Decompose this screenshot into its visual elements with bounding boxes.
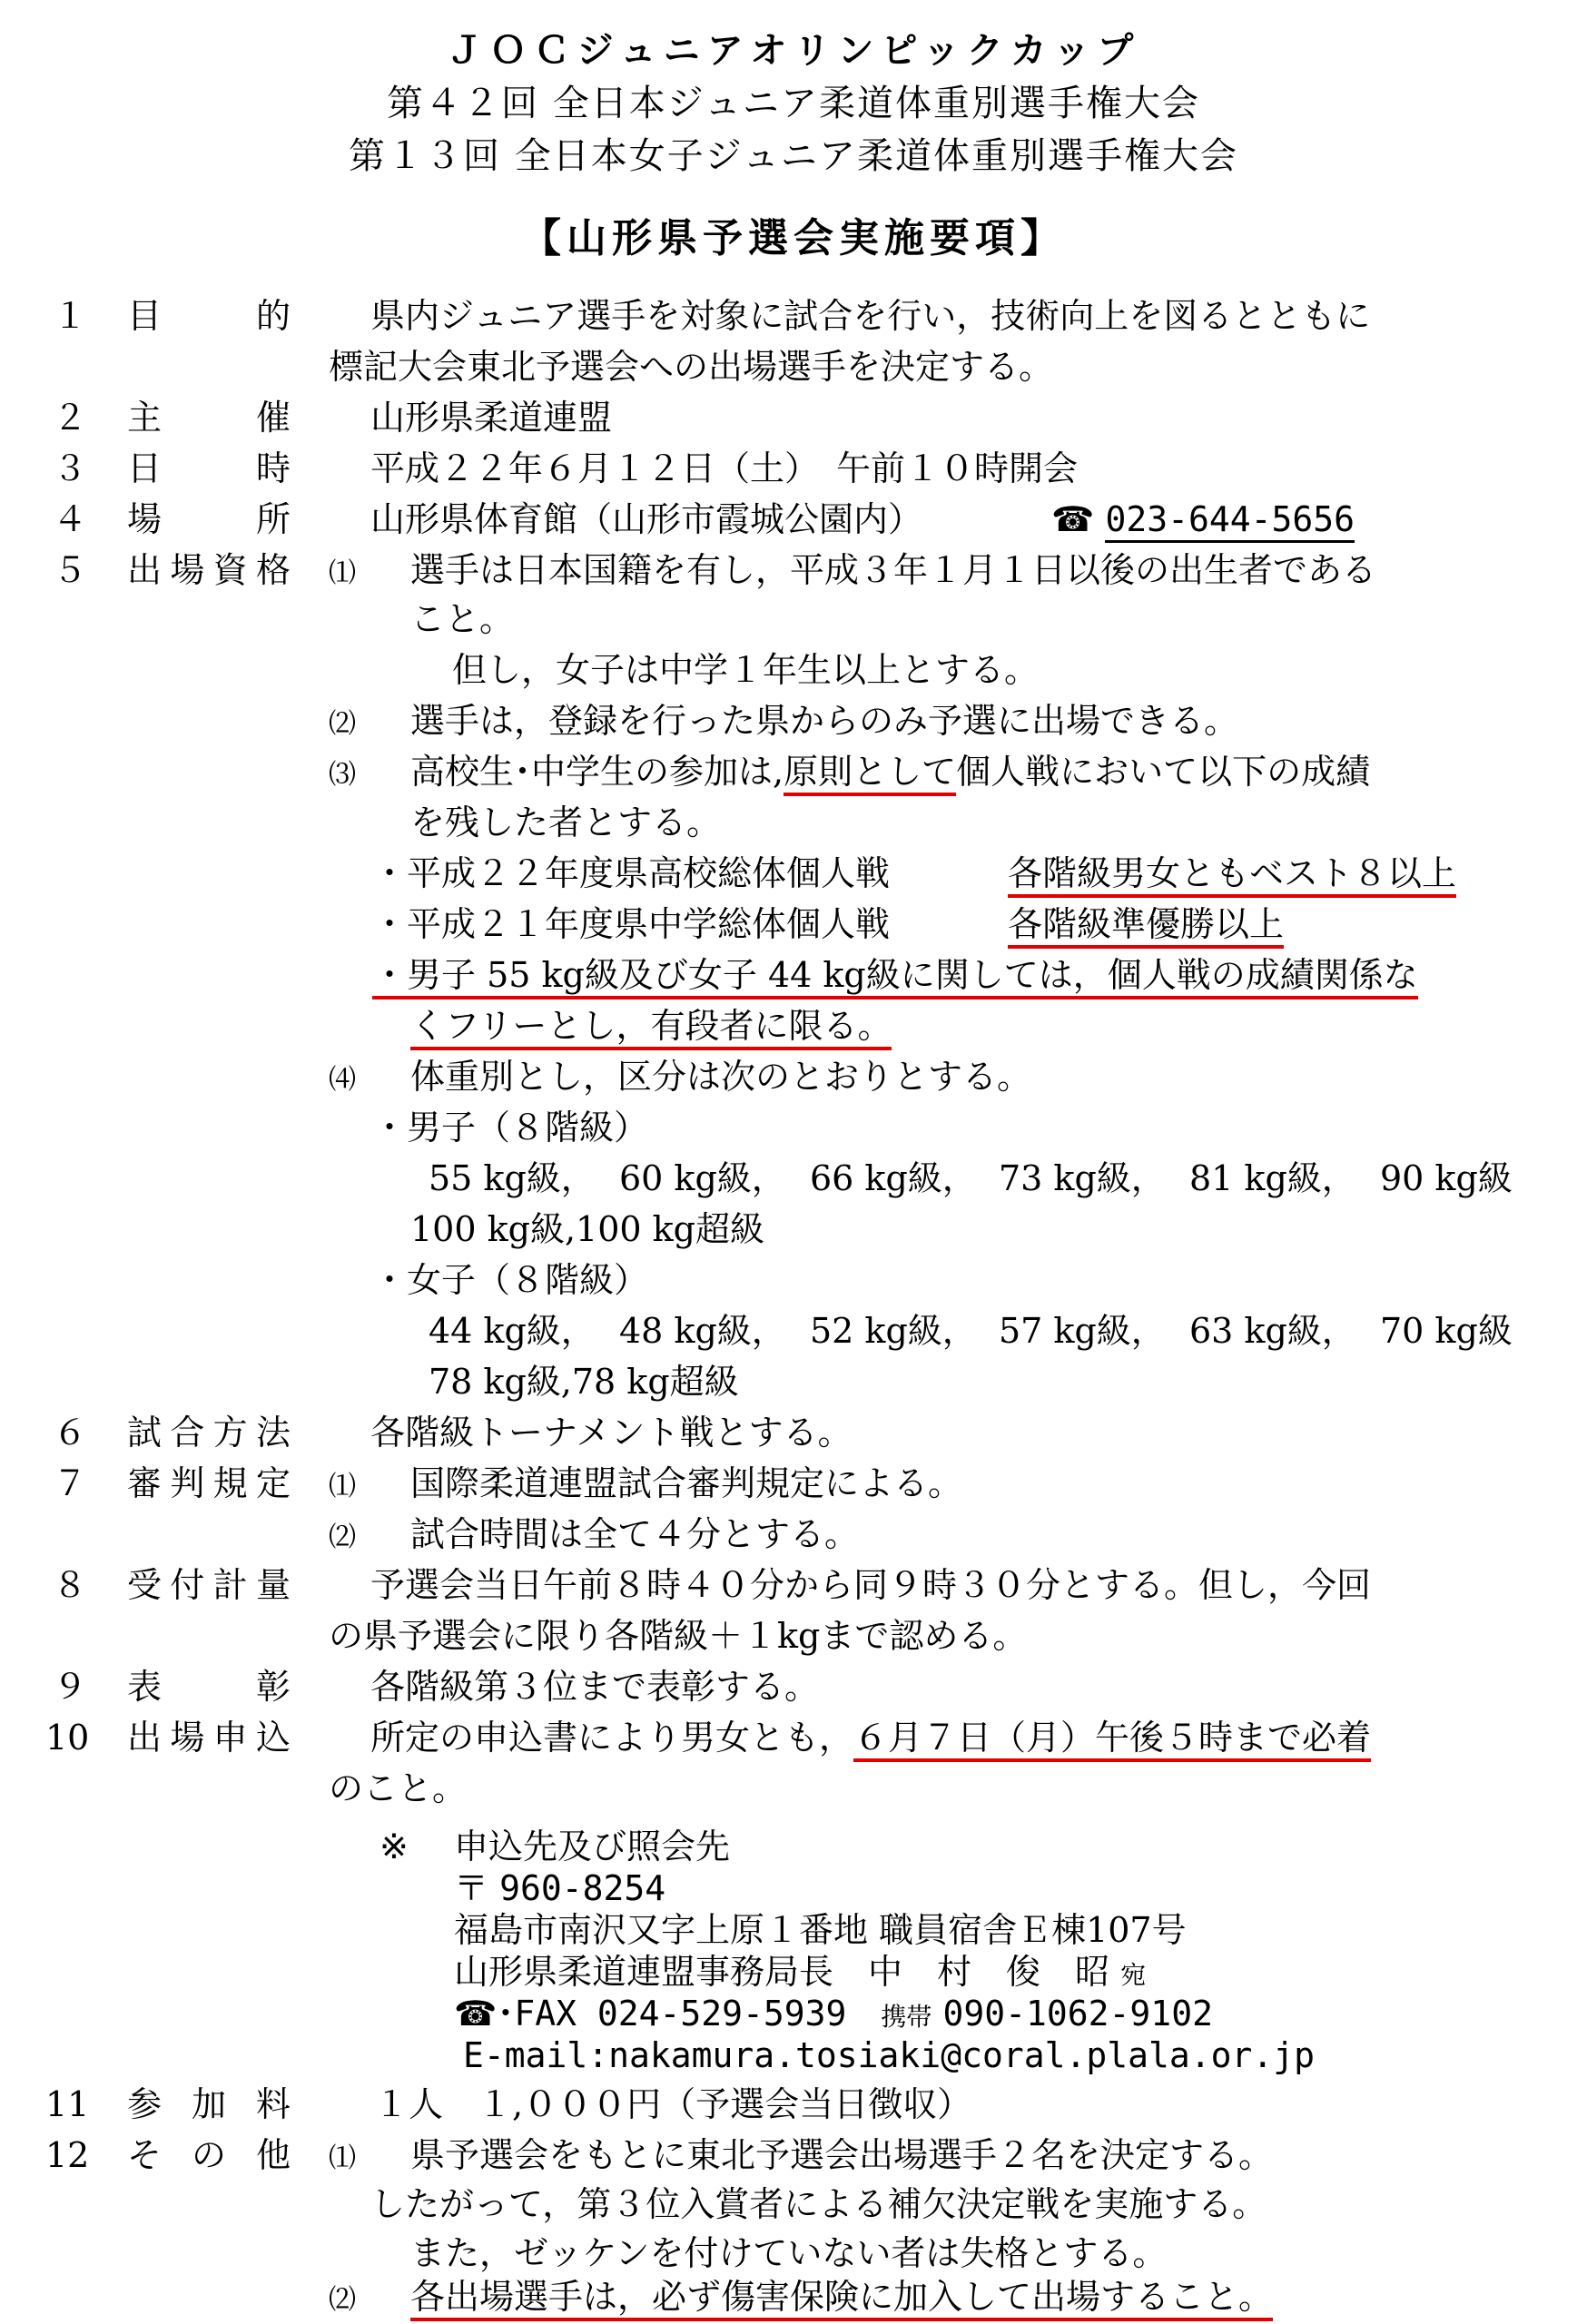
- section-number: ４: [53, 499, 88, 539]
- organizer-text: 山形県柔道連盟: [370, 398, 613, 438]
- women-class: 52 kg級，: [810, 1311, 977, 1351]
- bullet-free-class-b: くフリーとし，有段者に限る。: [410, 1006, 892, 1046]
- eligibility-4: 体重別とし，区分は次のとおりとする。: [410, 1057, 1032, 1097]
- section-number: ２: [53, 398, 88, 438]
- item-mark: ⑴: [329, 2142, 356, 2174]
- bullet-free-class-a: ・男子 55 kg級及び女子 44 kg級に関しては，個人戦の成績関係な: [372, 955, 1418, 995]
- section-number: ７: [53, 1463, 88, 1503]
- men-class: 90 kg級: [1380, 1158, 1513, 1198]
- entry-text-2: のこと。: [329, 1768, 468, 1808]
- section-number: ３: [53, 448, 88, 488]
- other-1b: したがって，第３位入賞者による補欠決定戦を実施する。: [370, 2184, 1267, 2224]
- section-label: その他: [127, 2135, 291, 2175]
- men-class: 81 kg級，: [1189, 1158, 1356, 1198]
- item-mark: ⑵: [329, 1521, 356, 1553]
- referee-rule-2: 試合時間は全て４分とする。: [410, 1514, 860, 1554]
- item-mark: ⑷: [329, 1064, 356, 1096]
- contact-address: 福島市南沢又字上原１番地 職員宿舎Ｅ棟107号: [454, 1910, 1187, 1950]
- datetime-text: 平成２２年６月１２日（土） 午前１０時開会: [370, 448, 1079, 488]
- item-mark: ⑶: [329, 759, 356, 791]
- women-class: 48 kg級，: [619, 1311, 786, 1351]
- award-text: 各階級第３位まで表彰する。: [370, 1667, 820, 1707]
- section-label: 表彰: [127, 1667, 291, 1707]
- eligibility-3a: 高校生･中学生の参加は,原則として個人戦において以下の成績: [410, 752, 1370, 792]
- eligibility-3b: を残した者とする。: [410, 803, 722, 842]
- underline-principle: 原則として: [784, 752, 956, 796]
- note-mark: ※: [380, 1827, 409, 1866]
- match-method-text: 各階級トーナメント戦とする。: [370, 1413, 853, 1452]
- contact-phone-line: ☎･FAX 024-529-5939 携帯 090-1062-9102: [454, 1994, 1213, 2034]
- item-mark: ⑴: [329, 1471, 356, 1502]
- postal-line: 〒 960-8254: [454, 1868, 666, 1908]
- men-class: 73 kg級，: [999, 1158, 1166, 1198]
- purpose-text-1: 県内ジュニア選手を対象に試合を行い，技術向上を図るとともに: [370, 296, 1371, 336]
- title-cup: ＪＯＣジュニアオリンピックカップ: [446, 30, 1141, 72]
- underline-best8: 各階級男女ともベスト８以上: [1008, 853, 1456, 893]
- section-number: ５: [53, 550, 88, 590]
- bullet-junior-high: ・平成２１年度県中学総体個人戦: [372, 904, 891, 944]
- contact-heading: 申込先及び照会先: [454, 1827, 731, 1866]
- section-number: １: [53, 296, 88, 336]
- section-number: ９: [53, 1667, 88, 1707]
- section-label: 目的: [127, 296, 291, 336]
- contact-person: 山形県柔道連盟事務局長 中 村 俊 昭 宛: [454, 1952, 1147, 1992]
- men-class-2: 100 kg級,100 kg超級: [410, 1209, 765, 1249]
- other-2: 各出場選手は，必ず傷害保険に加入して出場すること。: [410, 2277, 1273, 2317]
- section-number: 10: [45, 1718, 90, 1758]
- item-mark: ⑵: [329, 708, 356, 740]
- section-label: 審判規定: [127, 1463, 291, 1503]
- title-women-junior: 第１３回 全日本女子ジュニア柔道体重別選手権大会: [349, 135, 1238, 177]
- underline-deadline: ６月７日（月）午後５時まで必着: [853, 1718, 1371, 1762]
- item-mark: ⑴: [329, 557, 356, 589]
- section-label: 受付計量: [127, 1565, 291, 1605]
- eligibility-1b: こと。: [410, 599, 515, 639]
- phone-icon: ☎: [1051, 499, 1095, 539]
- eligibility-2: 選手は，登録を行った県からのみ予選に出場できる。: [410, 701, 1239, 741]
- other-1c: また，ゼッケンを付けていない者は失格とする。: [410, 2233, 1168, 2273]
- venue-text: 山形県体育館（山形市霞城公園内）: [370, 499, 923, 539]
- section-label: 試合方法: [127, 1413, 291, 1452]
- eligibility-1c: 但し，女子は中学１年生以上とする。: [452, 650, 1040, 690]
- section-number: ８: [53, 1565, 88, 1605]
- women-class: 57 kg級，: [999, 1311, 1166, 1351]
- purpose-text-2: 標記大会東北予選会への出場選手を決定する。: [329, 347, 1054, 387]
- section-label: 参加料: [127, 2084, 291, 2124]
- mobile-icon: 携帯: [881, 2002, 932, 2032]
- section-label: 日時: [127, 448, 291, 488]
- bullet-high-school: ・平成２２年度県高校総体個人戦: [372, 853, 891, 893]
- title-junior: 第４２回 全日本ジュニア柔道体重別選手権大会: [387, 83, 1200, 124]
- venue-phone-number: 023-644-5656: [1105, 499, 1355, 543]
- title-guidelines: 【山形県予選会実施要項】: [521, 215, 1066, 261]
- men-heading: ・男子（８階級）: [372, 1108, 649, 1147]
- women-class-2: 78 kg級,78 kg超級: [429, 1362, 739, 1402]
- section-number: ６: [53, 1413, 88, 1452]
- section-number: 12: [45, 2135, 90, 2175]
- other-1a: 県予選会をもとに東北予選会出場選手２名を決定する。: [410, 2135, 1274, 2175]
- men-class: 60 kg級，: [619, 1158, 786, 1198]
- men-class: 66 kg級，: [810, 1158, 977, 1198]
- underline-runnerup: 各階級準優勝以上: [1008, 904, 1284, 944]
- referee-rule-1: 国際柔道連盟試合審判規定による。: [410, 1463, 963, 1503]
- section-label: 場所: [127, 499, 291, 539]
- women-heading: ・女子（８階級）: [372, 1260, 649, 1300]
- weighin-text-1: 予選会当日午前８時４０分から同９時３０分とする。但し，今回: [370, 1565, 1372, 1605]
- contact-email: E-mail:nakamura.tosiaki@coral.plala.or.jp: [463, 2035, 1315, 2075]
- postal-icon: 〒: [454, 1868, 489, 1908]
- section-label: 出場申込: [127, 1718, 291, 1758]
- venue-phone: [1051, 499, 1355, 539]
- women-class: 63 kg級，: [1189, 1311, 1356, 1351]
- phone-icon: ☎: [454, 1994, 498, 2034]
- section-label: 主催: [127, 398, 291, 438]
- eligibility-1a: 選手は日本国籍を有し，平成３年１月１日以後の出生者である: [410, 550, 1377, 590]
- fee-text: １人 １,０００円（予選会当日徴収）: [374, 2084, 972, 2124]
- entry-text-1: 所定の申込書により男女とも，６月７日（月）午後５時まで必着: [370, 1718, 1371, 1758]
- section-number: 11: [45, 2084, 90, 2124]
- men-class: 55 kg級，: [429, 1158, 596, 1198]
- item-mark: ⑵: [329, 2284, 356, 2316]
- section-label: 出場資格: [127, 550, 291, 590]
- women-class: 44 kg級，: [429, 1311, 596, 1351]
- women-class: 70 kg級: [1380, 1311, 1513, 1351]
- weighin-text-2: の県予選会に限り各階級＋１kgまで認める。: [329, 1616, 1028, 1656]
